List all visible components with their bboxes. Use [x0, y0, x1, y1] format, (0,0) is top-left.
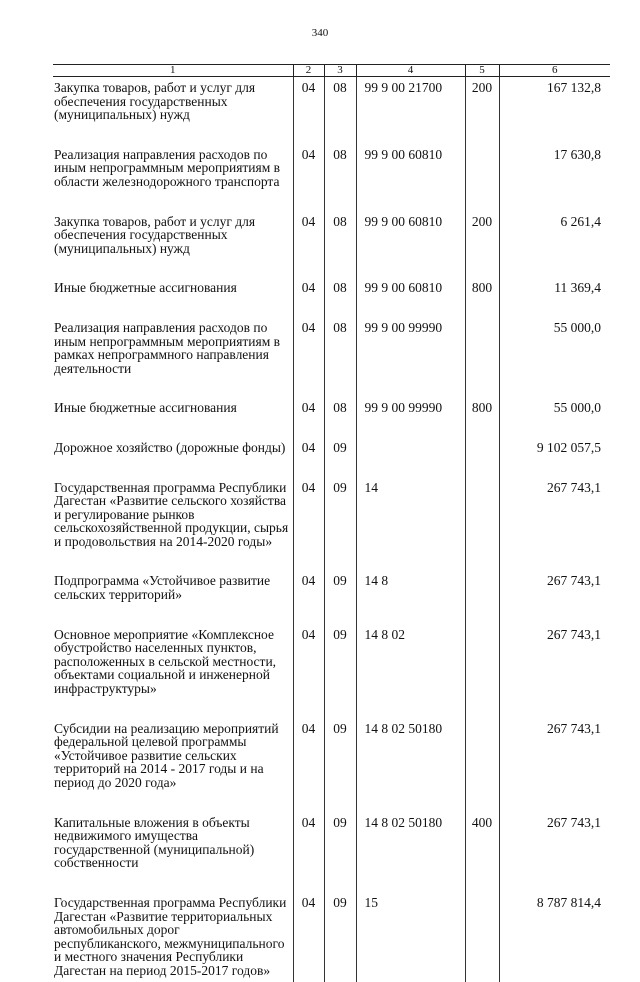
row-expense-type: 200 [465, 211, 499, 256]
spacer-cell [53, 122, 293, 144]
row-section: 04 [293, 317, 324, 375]
row-section: 04 [293, 144, 324, 189]
table-row [53, 570, 610, 601]
row-spacer [53, 978, 610, 982]
spacer-cell [324, 870, 356, 892]
spacer-cell [293, 978, 324, 982]
spacer-cell [53, 255, 293, 277]
spacer-cell [465, 870, 499, 892]
row-expense-type: 800 [465, 277, 499, 295]
spacer-cell [465, 375, 499, 397]
spacer-cell [53, 870, 293, 892]
table-row [53, 397, 610, 415]
row-subsection: 08 [324, 77, 356, 122]
row-description: Государственная программа Республики Дагестан «Развитие сельского хозяйства и регулирование рынков сельскохозяйственной продукции, сырья и продовольствия на 2014-2020 годы» [54, 479, 289, 549]
spacer-cell [499, 455, 610, 477]
row-section: 04 [293, 812, 324, 870]
row-description: Закупка товаров, работ и услуг для обеспечения государственных (муниципальных) нужд [54, 80, 256, 123]
row-expense-type [465, 477, 499, 549]
table-header-row [53, 65, 610, 77]
table-row [53, 277, 610, 295]
spacer-cell [53, 548, 293, 570]
row-spacer [53, 122, 610, 144]
spacer-cell [324, 189, 356, 211]
row-section: 04 [293, 570, 324, 601]
row-subsection: 09 [324, 812, 356, 870]
row-description: Основное мероприятие «Комплексное обустройство населенных пунктов, расположенных в сельской местности, объектами социальной и инженерной инфраструктуры» [54, 626, 277, 697]
table-row [53, 718, 610, 790]
spacer-cell [356, 978, 465, 982]
row-description: Капитальные вложения в объекты недвижимого имущества государственной (муниципальной) собственности [54, 814, 255, 871]
row-description: Иные бюджетные ассигнования [54, 400, 237, 416]
row-spacer [53, 870, 610, 892]
row-expense-type [465, 624, 499, 696]
row-expense-type [465, 570, 499, 601]
spacer-cell [499, 870, 610, 892]
row-target-item: 99 9 00 99990 [356, 317, 465, 375]
spacer-cell [356, 602, 465, 624]
spacer-cell [356, 455, 465, 477]
table-row [53, 144, 610, 189]
row-amount: 8 787 814,4 [499, 892, 610, 978]
row-subsection: 08 [324, 211, 356, 256]
table-row [53, 317, 610, 375]
spacer-cell [53, 602, 293, 624]
row-description: Реализация направления расходов по иным непрограммным мероприятиям в области железнодорожного транспорта [54, 146, 281, 189]
row-subsection: 09 [324, 477, 356, 549]
spacer-cell [293, 415, 324, 437]
row-target-item: 99 9 00 60810 [356, 277, 465, 295]
spacer-cell [293, 696, 324, 718]
spacer-cell [465, 978, 499, 982]
row-target-item: 99 9 00 99990 [356, 397, 465, 415]
spacer-cell [356, 548, 465, 570]
header-col-3: 3 [324, 65, 356, 77]
spacer-cell [324, 255, 356, 277]
table-row [53, 812, 610, 870]
spacer-cell [499, 790, 610, 812]
row-expense-type: 800 [465, 397, 499, 415]
spacer-cell [53, 415, 293, 437]
spacer-cell [465, 189, 499, 211]
row-amount: 9 102 057,5 [499, 437, 610, 455]
row-expense-type: 400 [465, 812, 499, 870]
spacer-cell [356, 696, 465, 718]
spacer-cell [293, 548, 324, 570]
spacer-cell [53, 978, 293, 982]
spacer-cell [499, 375, 610, 397]
spacer-cell [324, 122, 356, 144]
spacer-cell [499, 548, 610, 570]
spacer-cell [293, 189, 324, 211]
spacer-cell [324, 455, 356, 477]
row-spacer [53, 602, 610, 624]
row-target-item: 14 8 02 [356, 624, 465, 696]
spacer-cell [53, 455, 293, 477]
spacer-cell [499, 978, 610, 982]
spacer-cell [356, 870, 465, 892]
row-target-item [356, 437, 465, 455]
spacer-cell [499, 415, 610, 437]
row-subsection: 08 [324, 144, 356, 189]
row-amount: 267 743,1 [499, 812, 610, 870]
row-target-item: 14 8 [356, 570, 465, 601]
header-col-6: 6 [499, 65, 610, 77]
spacer-cell [499, 696, 610, 718]
row-section: 04 [293, 718, 324, 790]
row-section: 04 [293, 437, 324, 455]
spacer-cell [499, 295, 610, 317]
budget-table-container [53, 64, 610, 982]
row-subsection: 09 [324, 624, 356, 696]
spacer-cell [293, 375, 324, 397]
row-section: 04 [293, 77, 324, 122]
page-number: 340 [311, 27, 329, 39]
row-section: 04 [293, 211, 324, 256]
spacer-cell [53, 189, 293, 211]
row-subsection: 09 [324, 892, 356, 978]
row-spacer [53, 696, 610, 718]
spacer-cell [293, 602, 324, 624]
row-subsection: 08 [324, 397, 356, 415]
row-description: Субсидии на реализацию мероприятий федеральной целевой программы «Устойчивое развитие сельских территорий на 2014 - 2017 годы и на период до 2020 года» [54, 720, 279, 790]
row-amount: 267 743,1 [499, 624, 610, 696]
row-amount: 267 743,1 [499, 477, 610, 549]
header-col-4: 4 [356, 65, 465, 77]
row-target-item: 99 9 00 60810 [356, 144, 465, 189]
spacer-cell [324, 375, 356, 397]
spacer-cell [324, 548, 356, 570]
row-description: Реализация направления расходов по иным непрограммным мероприятиям в рамках непрограммного направления деятельности [54, 319, 281, 376]
spacer-cell [324, 696, 356, 718]
spacer-cell [356, 790, 465, 812]
spacer-cell [465, 415, 499, 437]
table-row [53, 624, 610, 696]
row-amount: 167 132,8 [499, 77, 610, 122]
row-expense-type [465, 144, 499, 189]
table-body [53, 77, 610, 982]
row-expense-type [465, 317, 499, 375]
spacer-cell [465, 696, 499, 718]
table-row [53, 77, 610, 122]
row-section: 04 [293, 277, 324, 295]
spacer-cell [324, 978, 356, 982]
spacer-cell [356, 255, 465, 277]
row-description: Подпрограмма «Устойчивое развитие сельских территорий» [54, 573, 271, 603]
budget-table [53, 64, 610, 982]
row-subsection: 09 [324, 718, 356, 790]
spacer-cell [356, 189, 465, 211]
row-target-item: 99 9 00 21700 [356, 77, 465, 122]
spacer-cell [324, 790, 356, 812]
spacer-cell [465, 602, 499, 624]
spacer-cell [356, 375, 465, 397]
spacer-cell [53, 375, 293, 397]
row-amount: 55 000,0 [499, 397, 610, 415]
spacer-cell [499, 255, 610, 277]
row-target-item: 99 9 00 60810 [356, 211, 465, 256]
row-spacer [53, 548, 610, 570]
row-section: 04 [293, 477, 324, 549]
row-spacer [53, 295, 610, 317]
row-spacer [53, 189, 610, 211]
spacer-cell [53, 696, 293, 718]
row-target-item: 14 8 02 50180 [356, 812, 465, 870]
spacer-cell [499, 189, 610, 211]
row-amount: 55 000,0 [499, 317, 610, 375]
row-section: 04 [293, 892, 324, 978]
spacer-cell [356, 415, 465, 437]
spacer-cell [465, 455, 499, 477]
row-section: 04 [293, 624, 324, 696]
table-row [53, 477, 610, 549]
spacer-cell [465, 790, 499, 812]
row-section: 04 [293, 397, 324, 415]
table-row [53, 437, 610, 455]
row-description: Иные бюджетные ассигнования [54, 280, 237, 296]
spacer-cell [293, 455, 324, 477]
row-subsection: 08 [324, 277, 356, 295]
row-amount: 267 743,1 [499, 570, 610, 601]
spacer-cell [465, 255, 499, 277]
table-row [53, 211, 610, 256]
spacer-cell [324, 602, 356, 624]
row-spacer [53, 255, 610, 277]
spacer-cell [293, 870, 324, 892]
row-amount: 11 369,4 [499, 277, 610, 295]
row-target-item: 14 [356, 477, 465, 549]
row-target-item: 15 [356, 892, 465, 978]
row-spacer [53, 415, 610, 437]
spacer-cell [324, 295, 356, 317]
row-subsection: 09 [324, 437, 356, 455]
spacer-cell [356, 122, 465, 144]
row-expense-type [465, 437, 499, 455]
spacer-cell [293, 255, 324, 277]
spacer-cell [293, 295, 324, 317]
spacer-cell [53, 790, 293, 812]
spacer-cell [53, 295, 293, 317]
row-subsection: 08 [324, 317, 356, 375]
spacer-cell [324, 415, 356, 437]
spacer-cell [356, 295, 465, 317]
row-expense-type: 200 [465, 77, 499, 122]
row-spacer [53, 375, 610, 397]
row-spacer [53, 455, 610, 477]
spacer-cell [465, 122, 499, 144]
row-description: Дорожное хозяйство (дорожные фонды) [54, 439, 286, 455]
row-target-item: 14 8 02 50180 [356, 718, 465, 790]
header-col-2: 2 [293, 65, 324, 77]
spacer-cell [465, 295, 499, 317]
row-spacer [53, 790, 610, 812]
spacer-cell [499, 602, 610, 624]
spacer-cell [499, 122, 610, 144]
row-amount: 6 261,4 [499, 211, 610, 256]
header-col-1: 1 [53, 65, 293, 77]
spacer-cell [465, 548, 499, 570]
spacer-cell [293, 122, 324, 144]
row-amount: 17 630,8 [499, 144, 610, 189]
row-expense-type [465, 718, 499, 790]
row-amount: 267 743,1 [499, 718, 610, 790]
header-col-5: 5 [465, 65, 499, 77]
row-description: Государственная программа Республики Дагестан «Развитие территориальных автомобильных дорог республиканского, межмуниципального и местного значения Республики Дагестан на период 2015-2017 годов» [54, 894, 287, 978]
row-description: Закупка товаров, работ и услуг для обеспечения государственных (муниципальных) нужд [54, 213, 256, 256]
spacer-cell [293, 790, 324, 812]
row-subsection: 09 [324, 570, 356, 601]
